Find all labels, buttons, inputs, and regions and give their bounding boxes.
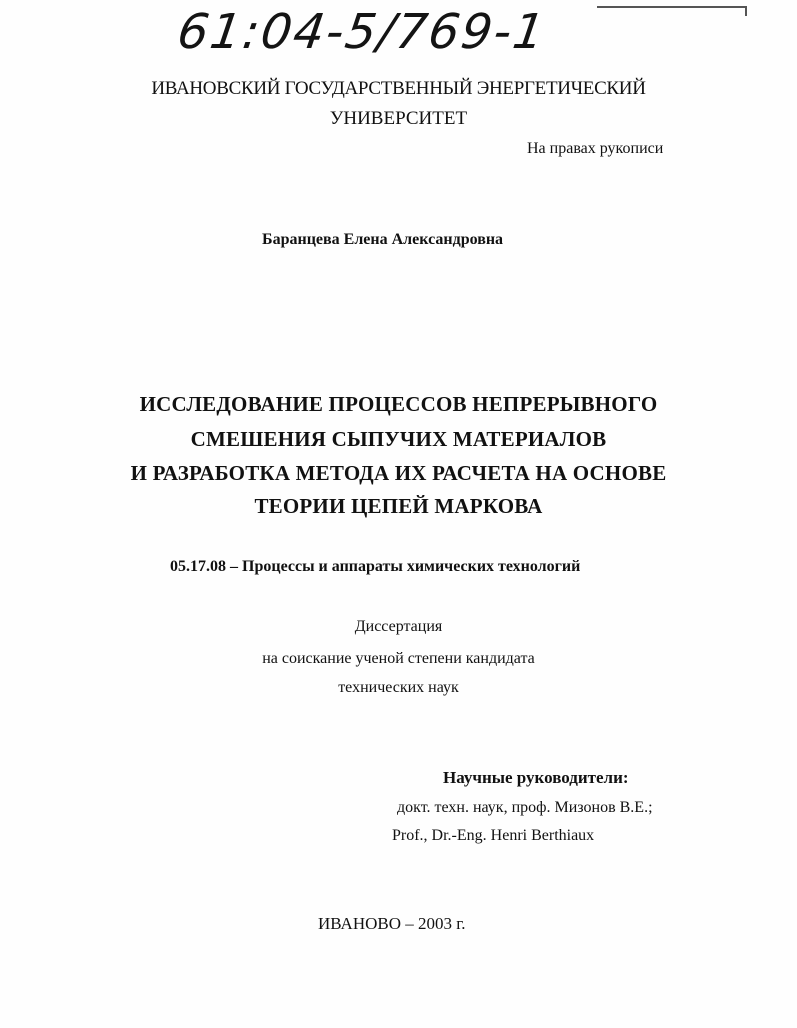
supervisor-2: Prof., Dr.-Eng. Henri Berthiaux — [392, 827, 595, 844]
supervisor-1: докт. техн. наук, проф. Мизонов В.Е.; — [397, 799, 653, 816]
scan-corner-mark — [597, 6, 747, 8]
dissertation-label: Диссертация — [354, 618, 443, 635]
manuscript-rights-note: На правах рукописи — [527, 140, 664, 157]
city-year: ИВАНОВО – 2003 г. — [318, 914, 466, 933]
thesis-title-line2: СМЕШЕНИЯ СЫПУЧИХ МАТЕРИАЛОВ — [190, 427, 607, 451]
thesis-title-line1: ИССЛЕДОВАНИЕ ПРОЦЕССОВ НЕПРЕРЫВНОГО — [139, 392, 658, 416]
university-name-line1: ИВАНОВСКИЙ ГОСУДАРСТВЕННЫЙ ЭНЕРГЕТИЧЕСКИЙ — [151, 78, 646, 99]
author-name: Баранцева Елена Александровна — [262, 231, 504, 248]
scan-corner-mark — [745, 6, 747, 16]
thesis-title-line4: ТЕОРИИ ЦЕПЕЙ МАРКОВА — [254, 494, 543, 518]
university-name-line2: УНИВЕРСИТЕТ — [329, 108, 468, 129]
degree-line1: на соискание ученой степени кандидата — [262, 650, 535, 667]
thesis-title-line3: И РАЗРАБОТКА МЕТОДА ИХ РАСЧЕТА НА ОСНОВЕ — [130, 461, 667, 485]
specialty-code: 05.17.08 – Процессы и аппараты химических технологий — [170, 558, 581, 575]
handwritten-archive-code: 61:04-5/769-1 — [174, 4, 550, 60]
degree-line2: технических наук — [338, 679, 459, 696]
supervisors-label: Научные руководители: — [443, 768, 629, 787]
